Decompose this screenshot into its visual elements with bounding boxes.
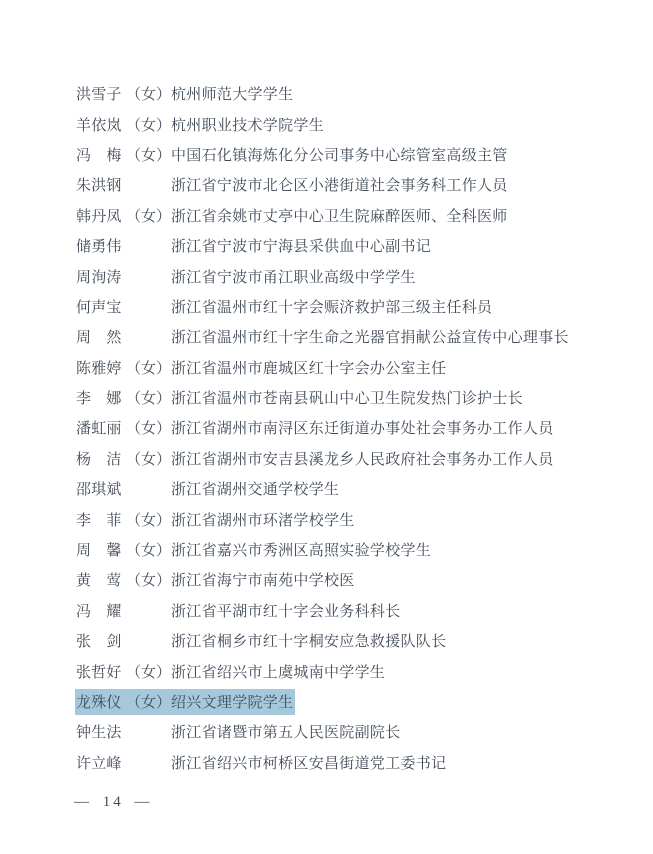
entry-affiliation: 浙江省平湖市红十字会业务科科长 <box>171 603 401 620</box>
entry-gender: （女） <box>126 573 172 590</box>
entry-name: 周 然 <box>76 330 122 347</box>
entry-affiliation: 浙江省余姚市丈亭中心卫生院麻醉医师、全科医师 <box>171 208 508 225</box>
entry-affiliation: 浙江省湖州市南浔区东迁街道办事处社会事务办工作人员 <box>171 421 554 438</box>
entry-affiliation: 浙江省宁波市甬江职业高级中学学生 <box>171 269 416 286</box>
entry-row <box>0 656 653 686</box>
entry-name: 张哲好 <box>76 664 122 681</box>
entry-name: 周 馨 <box>76 543 122 560</box>
entry-gender: （女） <box>126 421 172 438</box>
entry-affiliation: 浙江省宁波市北仑区小港街道社会事务科工作人员 <box>171 178 508 195</box>
entry-row-content <box>75 142 510 168</box>
entry-row-content <box>75 415 556 441</box>
entry-affiliation: 杭州职业技术学院学生 <box>171 117 325 134</box>
entry-row <box>0 353 653 383</box>
entry-row-content <box>75 628 448 654</box>
entry-name: 洪雪子 <box>76 87 122 104</box>
entry-affiliation: 中国石化镇海炼化分公司事务中心综管室高级主管 <box>171 147 508 164</box>
entry-row <box>0 322 653 352</box>
entry-row-content <box>75 537 433 563</box>
entry-gender: （女） <box>126 543 172 560</box>
entry-gender: （女） <box>126 147 172 164</box>
entry-name: 冯 耀 <box>76 603 122 620</box>
entry-name: 储勇伟 <box>76 239 122 256</box>
page-number: — 14 — <box>74 794 153 810</box>
entry-affiliation: 浙江省湖州交通学校学生 <box>171 482 340 499</box>
entry-row <box>0 596 653 626</box>
entry-name: 张 剑 <box>76 634 122 651</box>
entry-name: 邵琪斌 <box>76 482 122 499</box>
entry-name: 潘虹丽 <box>76 421 122 438</box>
entry-row-content <box>75 567 357 593</box>
entry-name: 韩丹凤 <box>76 208 122 225</box>
entry-affiliation: 浙江省温州市鹿城区红十字会办公室主任 <box>171 360 447 377</box>
entry-row-content <box>75 324 571 350</box>
entry-row-content <box>75 385 525 411</box>
entry-affiliation: 浙江省海宁市南苑中学校医 <box>171 573 355 590</box>
entry-row <box>0 444 653 474</box>
entry-row-content <box>75 689 295 715</box>
entry-name: 陈雅婷 <box>76 360 122 377</box>
entry-name: 朱洪钢 <box>76 178 122 195</box>
entry-row <box>0 535 653 565</box>
entry-row-content <box>75 294 494 320</box>
entry-row <box>0 717 653 747</box>
entry-row <box>0 231 653 261</box>
entry-name: 钟生法 <box>76 725 122 742</box>
entry-list <box>0 79 653 778</box>
entry-affiliation: 绍兴文理学院学生 <box>171 695 294 711</box>
entry-gender: （女） <box>126 512 172 529</box>
entry-row <box>0 292 653 322</box>
entry-row-content <box>75 112 326 138</box>
entry-gender: （女） <box>126 391 172 408</box>
entry-affiliation: 浙江省桐乡市红十字桐安应急救援队队长 <box>171 634 447 651</box>
entry-row <box>0 261 653 291</box>
entry-row <box>0 413 653 443</box>
entry-name: 冯 梅 <box>76 147 122 164</box>
entry-gender: （女） <box>126 451 172 468</box>
entry-row <box>0 565 653 595</box>
entry-gender: （女） <box>126 208 172 225</box>
entry-affiliation: 杭州师范大学学生 <box>171 87 294 104</box>
entry-row <box>0 201 653 231</box>
entry-row-content <box>75 476 341 502</box>
entry-row <box>0 626 653 656</box>
entry-row <box>0 748 653 778</box>
entry-affiliation: 浙江省绍兴市柯桥区安昌街道党工委书记 <box>171 755 447 772</box>
entry-row-content <box>75 203 510 229</box>
entry-row-content <box>75 355 448 381</box>
entry-affiliation: 浙江省温州市红十字生命之光器官捐献公益宣传中心理事长 <box>171 330 569 347</box>
entry-row-content <box>75 233 433 259</box>
entry-name: 李 菲 <box>76 512 122 529</box>
entry-row <box>0 140 653 170</box>
entry-row-content <box>75 507 357 533</box>
entry-row <box>0 170 653 200</box>
entry-row-content <box>75 659 387 685</box>
entry-row <box>0 109 653 139</box>
entry-name: 龙殊仪 <box>76 695 122 711</box>
entry-affiliation: 浙江省嘉兴市秀洲区高照实验学校学生 <box>171 543 432 560</box>
entry-affiliation: 浙江省诸暨市第五人民医院副院长 <box>171 725 401 742</box>
entry-affiliation: 浙江省宁波市宁海县采供血中心副书记 <box>171 239 432 256</box>
entry-gender: （女） <box>126 87 172 104</box>
entry-affiliation: 浙江省温州市红十字会赈济救护部三级主任科员 <box>171 299 493 316</box>
entry-row <box>0 687 653 717</box>
entry-row-content <box>75 81 295 107</box>
entry-affiliation: 浙江省温州市苍南县矾山中心卫生院发热门诊护士长 <box>171 391 523 408</box>
entry-gender: （女） <box>126 360 172 377</box>
entry-name: 许立峰 <box>76 755 122 772</box>
entry-row <box>0 504 653 534</box>
entry-row <box>0 474 653 504</box>
entry-affiliation: 浙江省绍兴市上虞城南中学学生 <box>171 664 386 681</box>
entry-gender: （女） <box>126 664 172 681</box>
entry-row-content <box>75 446 556 472</box>
entry-row <box>0 79 653 109</box>
entry-name: 杨 洁 <box>76 451 122 468</box>
entry-row-content <box>75 598 403 624</box>
entry-gender: （女） <box>126 695 172 711</box>
entry-name: 何声宝 <box>76 299 122 316</box>
entry-name: 羊依岚 <box>76 117 122 134</box>
entry-row-content <box>75 172 510 198</box>
entry-affiliation: 浙江省湖州市安吉县溪龙乡人民政府社会事务办工作人员 <box>171 451 554 468</box>
entry-name: 黄 莺 <box>76 573 122 590</box>
entry-row-content <box>75 719 403 745</box>
entry-row-content <box>75 264 418 290</box>
entry-name: 李 娜 <box>76 391 122 408</box>
entry-row <box>0 383 653 413</box>
entry-affiliation: 浙江省湖州市环渚学校学生 <box>171 512 355 529</box>
entry-name: 周洵涛 <box>76 269 122 286</box>
entry-row-content <box>75 750 448 776</box>
entry-gender: （女） <box>126 117 172 134</box>
